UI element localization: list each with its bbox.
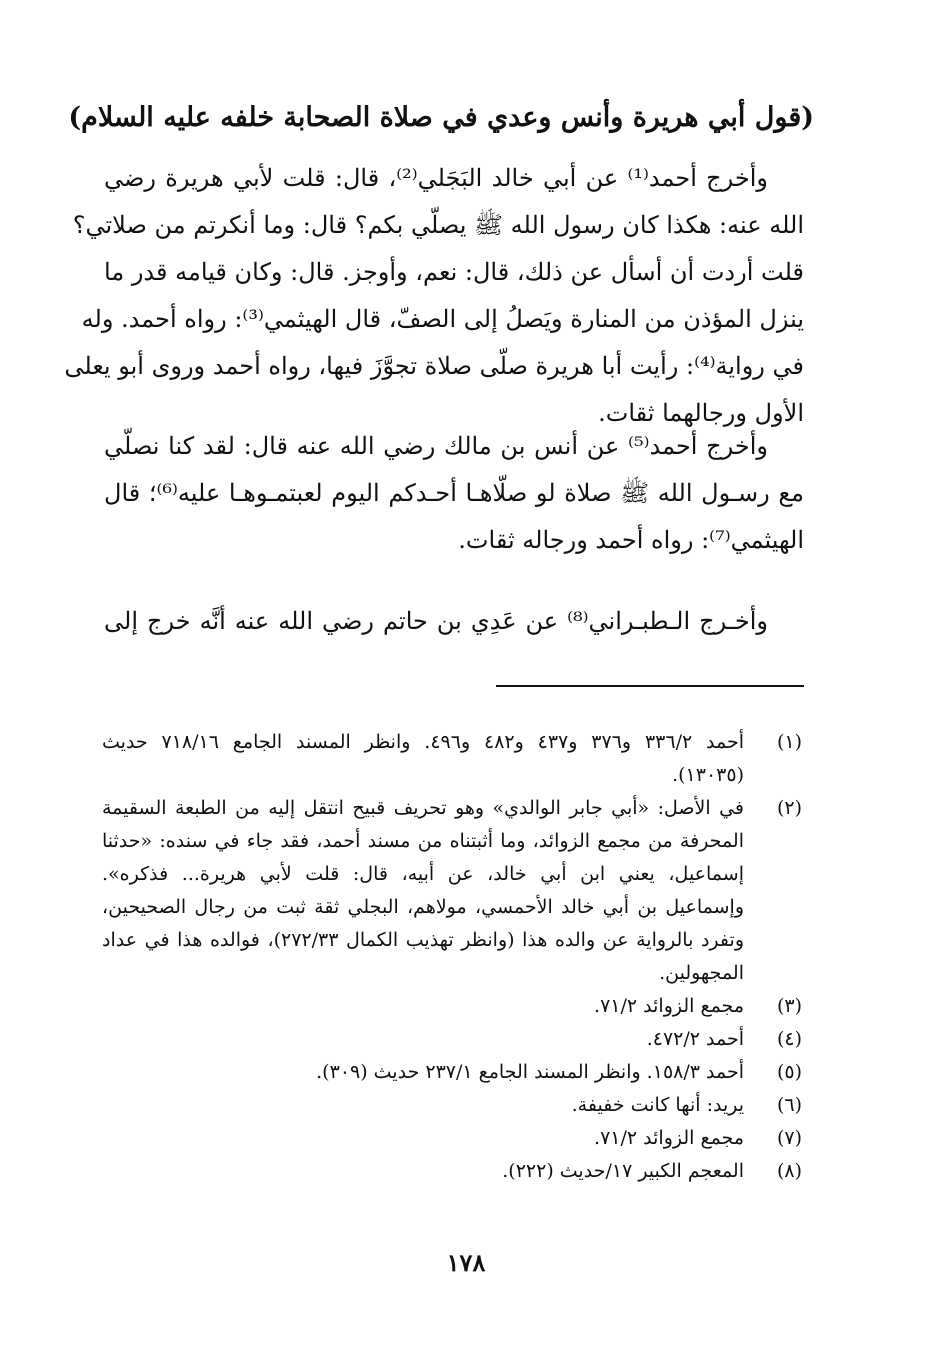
footnote-1 [102,726,802,792]
footnote-text [102,1122,744,1155]
text-line: مع رسـول الله ﷺ صلاة لو صلّاهـا أحـدكم اليوم لعبتمـوهـا عليه⁽⁶⁾؛ قال [104,479,805,507]
footnote-number: (٣) [776,995,802,1017]
footnote-line: وإسماعيل بن أبي خالد الأحمسي، مولاهم، البجلي ثقة ثبت من رجال الصحيحين، [102,896,744,918]
paragraph-2 [104,423,804,564]
text-line: قلت أردت أن أسأل عن ذلك، قال: نعم، وأوجز. قال: وكان قيامه قدر ما [104,258,804,286]
footnote-line: أحمد ١٥٨/٣. وانظر المسند الجامع ٢٣٧/١ حديث (٣٠٩). [316,1061,744,1083]
text-line: في رواية⁽⁴⁾: رأيت أبا هريرة صلّى صلاة تجوَّزَ فيها، رواه أحمد وروى أبو يعلى [64,352,804,380]
footnote-3 [102,990,802,1023]
footnote-5 [102,1056,802,1089]
footnote-number: (٥) [776,1061,802,1083]
footnote-number: (١) [776,731,802,753]
text-line: وأخـرج الـطبـراني⁽⁸⁾ عن عَدِي بن حاتم رضي الله عنه أنَّه خرج إلى [104,607,768,635]
footnote-text [102,1155,744,1188]
footnote-8 [102,1155,802,1188]
footnote-line: المحرفة من مجمع الزوائد، وما أثبتناه من مسند أحمد، فقد جاء في سنده: «حدثنا [102,830,744,852]
footnote-4 [102,1023,802,1056]
footnote-line: إسماعيل، يعني ابن أبي خالد، عن أبيه، قال: قلت لأبي هريرة... فذكره». [102,863,744,885]
footnote-number: (٢) [776,797,802,819]
footnote-line: مجمع الزوائد ٧١/٢. [594,995,744,1017]
footnote-6 [102,1089,802,1122]
footnote-7 [102,1122,802,1155]
footnote-text [102,1056,744,1089]
footnote-number: (٦) [776,1094,802,1116]
text-line: وأخرج أحمد⁽⁵⁾ عن أنس بن مالك رضي الله عنه قال: لقد كنا نصلّي [104,432,769,460]
paragraph-1 [64,155,804,437]
footnote-line: المعجم الكبير ١٧/حديث (٢٢٢). [502,1160,744,1182]
text-line: وأخرج أحمد⁽¹⁾ عن أبي خالد البَجَلي⁽²⁾، قال: قلت لأبي هريرة رضي [104,164,769,192]
footnote-line: يريد: أنها كانت خفيفة. [571,1094,744,1116]
footnote-text [102,1023,744,1056]
footnote-text [102,990,744,1023]
footnote-separator [496,685,804,687]
footnote-number: (٧) [776,1127,802,1149]
footnotes [102,726,802,1188]
footnote-line: (١٣٠٣٥). [672,764,744,786]
footnote-line: وتفرد بالرواية عن والده هذا (وانظر تهذيب الكمال ٢٧٢/٣٣)، فوالده هذا في عداد [102,929,744,951]
footnote-text [102,1089,744,1122]
text-line: الهيثمي⁽⁷⁾: رواه أحمد ورجاله ثقات. [458,526,804,554]
footnote-line: المجهولين. [659,962,744,984]
footnote-number: (٨) [776,1160,802,1182]
footnote-line: أحمد ٣٣٦/٢ و٣٧٦ و٤٣٧ و٤٨٢ و٤٩٦. وانظر المسند الجامع ٧١٨/١٦ حديث [102,731,745,753]
footnote-line: في الأصل: «أبي جابر الوالدي» وهو تحريف قبيح انتقل إليه من الطبعة السقيمة [102,797,744,819]
footnote-text [102,726,744,792]
page-number: ١٧٨ [446,1248,486,1277]
text-line: الأول ورجالهما ثقات. [598,399,804,427]
footnote-number: (٤) [776,1028,802,1050]
footnote-line: مجمع الزوائد ٧١/٢. [594,1127,744,1149]
text-line: ينزل المؤذن من المنارة ويَصلُ إلى الصفّ، قال الهيثمي⁽³⁾: رواه أحمد. وله [81,305,804,333]
paragraph-3 [104,598,804,645]
text-line: الله عنه: هكذا كان رسول الله ﷺ يصلّي بكم؟ قال: وما أنكرتم من صلاتي؟ [72,211,804,239]
section-heading: (قول أبي هريرة وأنس وعدي في صلاة الصحابة خلفه عليه السلام) [68,102,814,133]
footnote-2 [102,792,802,990]
footnote-line: أحمد ٤٧٢/٢. [646,1028,744,1050]
footnote-text [102,792,744,990]
